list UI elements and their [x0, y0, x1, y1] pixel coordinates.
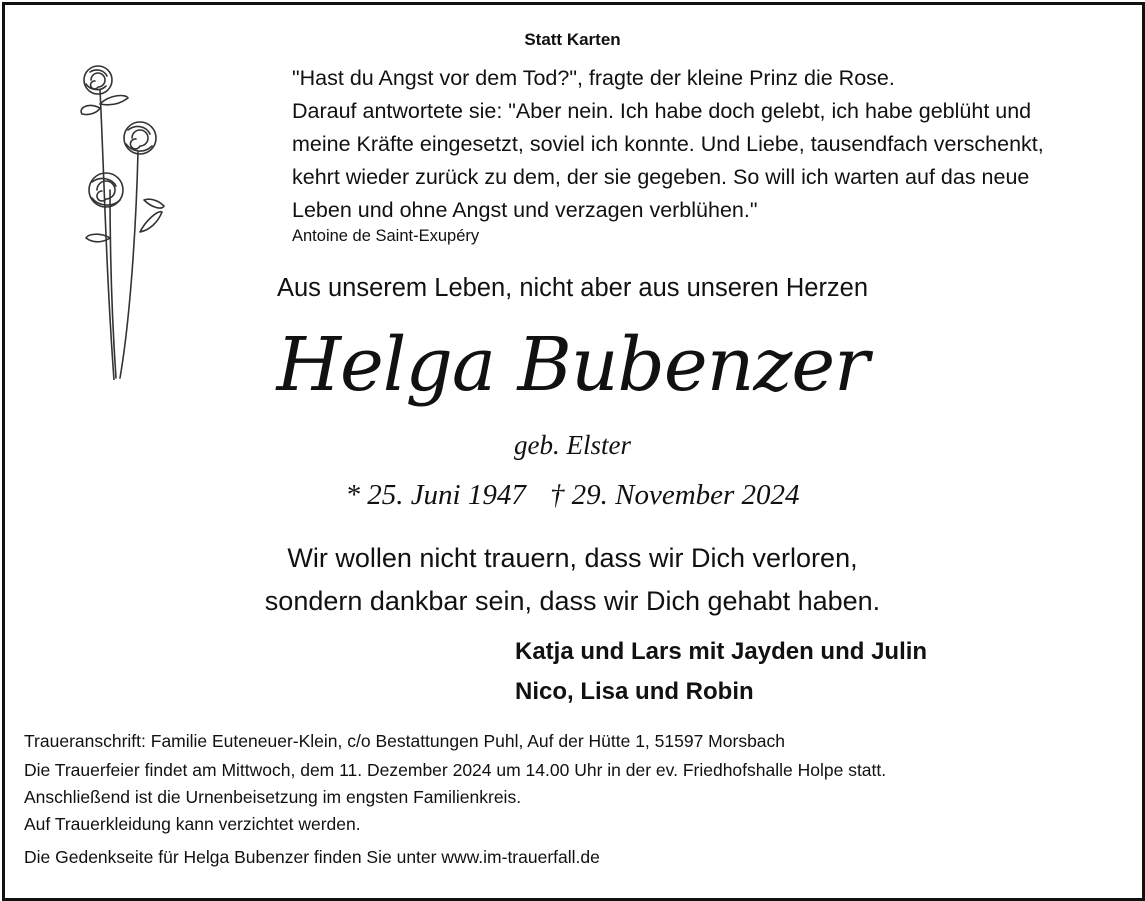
verse-block: [0, 537, 1145, 623]
family-line: Nico, Lisa und Robin: [515, 678, 754, 705]
verse-line: Wir wollen nicht trauern, dass wir Dich verloren,: [287, 543, 858, 573]
lead-line: Aus unserem Leben, nicht aber aus unseren Herzen: [276, 274, 869, 302]
quote-line: meine Kräfte eingesetzt, soviel ich konnte. Und Liebe, tausendfach verschenkt,: [292, 132, 1044, 156]
family-signatures: [515, 632, 927, 712]
quote-line: Leben und ohne Angst und verzagen verblühen.": [292, 198, 758, 222]
dress-code-info: Auf Trauerkleidung kann verzichtet werden.: [24, 814, 361, 834]
life-dates: [0, 479, 1145, 512]
header-statt-karten: Statt Karten: [524, 30, 621, 49]
mourning-address: Traueranschrift: Familie Euteneuer-Klein, c/o Bestattungen Puhl, Auf der Hütte 1, 51597 Morsbach: [24, 731, 786, 751]
quote-author: Antoine de Saint-Exupéry: [292, 227, 480, 245]
family-line: Katja und Lars mit Jayden und Julin: [515, 638, 928, 665]
birth-date: * 25. Juni 1947: [345, 479, 526, 511]
quote-line: Darauf antwortete sie: "Aber nein. Ich habe doch gelebt, ich habe geblüht und: [292, 99, 1032, 123]
quote-block: [292, 62, 1044, 227]
footer-info: [24, 727, 886, 871]
maiden-name: geb. Elster: [514, 430, 631, 460]
quote-line: "Hast du Angst vor dem Tod?", fragte der kleine Prinz die Rose.: [292, 66, 895, 90]
deceased-name: Helga Bubenzer: [276, 322, 869, 408]
funeral-service-info: Die Trauerfeier findet am Mittwoch, dem 11. Dezember 2024 um 14.00 Uhr in der ev. Friedhofshalle Holpe statt.: [24, 760, 887, 780]
urn-burial-info: Anschließend ist die Urnenbeisetzung im engsten Familienkreis.: [24, 787, 522, 807]
quote-line: kehrt wieder zurück zu dem, der sie gegeben. So will ich warten auf das neue: [292, 165, 1030, 189]
memorial-page-info: Die Gedenkseite für Helga Bubenzer finden Sie unter www.im-trauerfall.de: [24, 847, 600, 867]
verse-line: sondern dankbar sein, dass wir Dich gehabt haben.: [264, 586, 881, 616]
death-date: † 29. November 2024: [549, 479, 800, 511]
